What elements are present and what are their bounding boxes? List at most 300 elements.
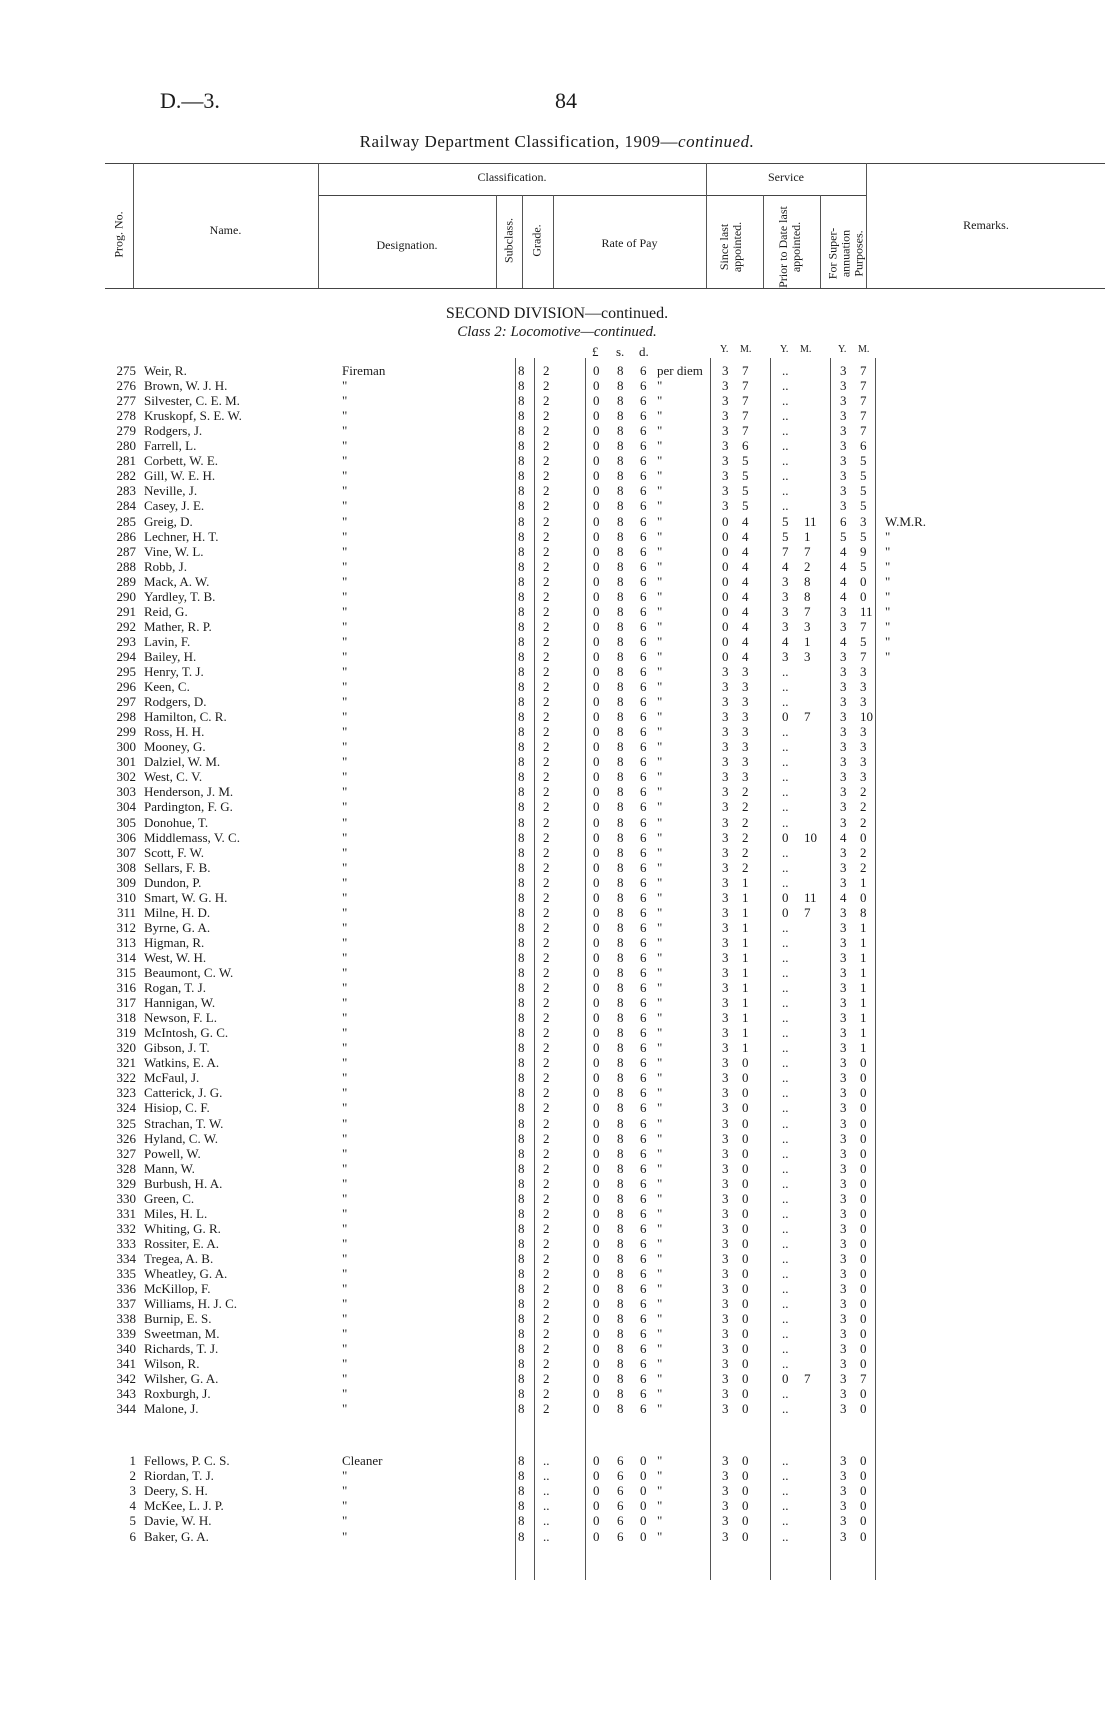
- since-months: 0: [742, 1371, 749, 1387]
- pay-pounds: 0: [593, 1498, 600, 1514]
- pay-shillings: 8: [617, 980, 624, 996]
- prog-number: 310: [116, 889, 136, 905]
- pay-pounds: 0: [593, 754, 600, 770]
- pay-pounds: 0: [593, 679, 600, 695]
- super-years: 3: [840, 498, 847, 514]
- pay-pence: 6: [640, 1025, 647, 1041]
- prior-years: ..: [782, 1326, 789, 1342]
- employee-name: Donohue, T.: [144, 814, 209, 830]
- super-months: 3: [860, 769, 867, 785]
- pay-pence: 0: [640, 1468, 647, 1484]
- since-years: 3: [722, 709, 729, 725]
- super-years: 3: [840, 438, 847, 454]
- employee-name: McKee, L. J. P.: [144, 1498, 224, 1514]
- employee-name: Strachan, T. W.: [144, 1115, 224, 1131]
- pay-pence: 6: [640, 1386, 647, 1402]
- pay-pence: 6: [640, 859, 647, 875]
- header-prog-no: Prog. No.: [111, 211, 126, 258]
- super-months: 0: [860, 1266, 867, 1281]
- prior-years: ..: [782, 694, 789, 710]
- super-months: 11: [860, 603, 873, 619]
- header-top-rule: [105, 163, 1105, 164]
- employee-name: Pardington, F. G.: [144, 799, 233, 815]
- super-years: 6: [840, 513, 847, 529]
- pay-pounds: 0: [593, 1235, 600, 1251]
- super-months: 0: [860, 1205, 867, 1221]
- super-years: 3: [840, 483, 847, 499]
- designation: ": [342, 1100, 348, 1116]
- super-years: 3: [840, 1175, 847, 1191]
- super-months: 3: [860, 694, 867, 710]
- pay-period: ": [657, 1145, 663, 1161]
- table-row: [0, 1326, 1114, 1341]
- since-years: 3: [722, 1115, 729, 1131]
- subclass: 8: [518, 453, 525, 469]
- subclass: 8: [518, 1220, 525, 1236]
- since-months: 0: [742, 1235, 749, 1251]
- designation: ": [342, 1483, 348, 1499]
- subclass: 8: [518, 558, 525, 574]
- employee-name: Ross, H. H.: [144, 724, 205, 740]
- prior-years: ..: [782, 1513, 789, 1529]
- super-months: 0: [860, 1250, 867, 1266]
- subclass: 8: [518, 1040, 525, 1056]
- prior-years: ..: [782, 1055, 789, 1071]
- remarks: ": [885, 558, 891, 574]
- grade: 2: [543, 648, 550, 664]
- employee-name: Vine, W. L.: [144, 543, 204, 559]
- pay-period: ": [657, 558, 663, 574]
- table-row: [0, 1010, 1114, 1025]
- grade: 2: [543, 859, 550, 875]
- since-months: 0: [742, 1055, 749, 1071]
- since-months: 0: [742, 1130, 749, 1146]
- pay-period: ": [657, 573, 663, 589]
- super-months: 5: [860, 468, 867, 484]
- pay-pounds: 0: [593, 513, 600, 529]
- header-divider: [496, 195, 497, 288]
- header-subclass: Subclass.: [501, 218, 516, 263]
- since-months: 7: [742, 378, 749, 394]
- pay-pounds: 0: [593, 1190, 600, 1206]
- prior-months: 2: [804, 558, 811, 574]
- pay-pounds: 0: [593, 423, 600, 439]
- pay-pence: 6: [640, 423, 647, 439]
- prior-months: 7: [804, 543, 811, 559]
- since-months: 3: [742, 679, 749, 695]
- prog-number: 288: [116, 558, 136, 574]
- since-years: 3: [722, 1483, 729, 1499]
- pay-pence: 6: [640, 438, 647, 454]
- pay-pounds: 0: [593, 393, 600, 409]
- prog-number: 300: [116, 739, 136, 755]
- pay-shillings: 8: [617, 468, 624, 484]
- super-months: 9: [860, 543, 867, 559]
- header-sub-rule: [318, 195, 866, 196]
- subclass: 8: [518, 1130, 525, 1146]
- pay-shillings: 8: [617, 1281, 624, 1297]
- since-months: 1: [742, 1025, 749, 1041]
- table-row: [0, 1025, 1114, 1040]
- super-months: 1: [860, 1025, 867, 1041]
- table-row: [0, 1401, 1114, 1416]
- subclass: 8: [518, 1311, 525, 1327]
- since-years: 3: [722, 1220, 729, 1236]
- subclass: 8: [518, 1160, 525, 1176]
- since-years: 3: [722, 1326, 729, 1342]
- grade: ..: [543, 1468, 550, 1484]
- prog-number: 338: [116, 1311, 136, 1327]
- pay-shillings: 8: [617, 874, 624, 890]
- subclass: 8: [518, 724, 525, 740]
- since-years: 3: [722, 1160, 729, 1176]
- pay-pence: 6: [640, 1326, 647, 1342]
- super-months: 0: [860, 1220, 867, 1236]
- pay-pounds: 0: [593, 1483, 600, 1499]
- prog-number: 330: [116, 1190, 136, 1206]
- grade: 2: [543, 408, 550, 424]
- prog-number: 315: [116, 965, 136, 980]
- since-years: 3: [722, 1401, 729, 1417]
- since-years: 3: [722, 1010, 729, 1026]
- pay-period: ": [657, 378, 663, 394]
- table-row: [0, 468, 1114, 483]
- header-prior-to-date: Prior to Date last appointed.: [776, 206, 803, 288]
- pay-pounds: 0: [593, 1205, 600, 1221]
- pay-pounds: 0: [593, 1115, 600, 1131]
- designation: ": [342, 1326, 348, 1342]
- super-months: 0: [860, 1070, 867, 1086]
- pay-period: ": [657, 1513, 663, 1529]
- since-months: 2: [742, 859, 749, 875]
- pay-shillings: 8: [617, 438, 624, 454]
- pay-pence: 6: [640, 558, 647, 574]
- prog-number: 314: [116, 949, 136, 965]
- super-years: 4: [840, 543, 847, 559]
- subclass: 8: [518, 1100, 525, 1116]
- pay-pounds: 0: [593, 1040, 600, 1056]
- pay-pence: 6: [640, 1085, 647, 1101]
- super-months: 0: [860, 573, 867, 589]
- super-months: 2: [860, 859, 867, 875]
- super-months: 3: [860, 724, 867, 740]
- prior-years: 4: [782, 633, 789, 649]
- designation: ": [342, 1070, 348, 1086]
- table-row: [0, 589, 1114, 604]
- pay-pounds: 0: [593, 483, 600, 499]
- header-rate-of-pay: Rate of Pay: [601, 236, 658, 250]
- super-months: 0: [860, 829, 867, 845]
- since-months: 3: [742, 664, 749, 679]
- super-years: 3: [840, 965, 847, 980]
- employee-name: Yardley, T. B.: [144, 588, 216, 604]
- prior-years: ..: [782, 769, 789, 785]
- table-row: [0, 1131, 1114, 1146]
- subclass: 8: [518, 1326, 525, 1342]
- pay-period: ": [657, 1160, 663, 1176]
- employee-name: Hisiop, C. F.: [144, 1100, 210, 1116]
- prior-years: ..: [782, 1070, 789, 1086]
- designation: ": [342, 618, 348, 634]
- grade: 2: [543, 889, 550, 905]
- subclass: 8: [518, 468, 525, 484]
- employee-name: Byrne, G. A.: [144, 919, 211, 935]
- pay-shillings: 8: [617, 919, 624, 935]
- since-years: 3: [722, 1175, 729, 1191]
- prog-number: 334: [116, 1250, 136, 1266]
- since-months: 0: [742, 1296, 749, 1312]
- table-row: [0, 378, 1114, 393]
- pay-period: ": [657, 1296, 663, 1312]
- since-months: 0: [742, 1266, 749, 1281]
- table-row: [0, 363, 1114, 378]
- table-row: [0, 1453, 1114, 1468]
- prior-years: 0: [782, 1371, 789, 1387]
- since-months: 1: [742, 995, 749, 1011]
- since-years: 3: [722, 844, 729, 860]
- employee-name: Malone, J.: [144, 1401, 199, 1417]
- prior-years: ..: [782, 1190, 789, 1206]
- table-row: [0, 483, 1114, 498]
- super-months: 3: [860, 679, 867, 695]
- pay-shillings: 8: [617, 1326, 624, 1342]
- pay-pounds: 0: [593, 618, 600, 634]
- super-months: 0: [860, 1130, 867, 1146]
- since-months: 0: [742, 1145, 749, 1161]
- pay-pounds: 0: [593, 453, 600, 469]
- pay-period: ": [657, 408, 663, 424]
- pay-pence: 0: [640, 1483, 647, 1499]
- pay-pounds: 0: [593, 814, 600, 830]
- employee-name: Scott, F. W.: [144, 844, 205, 860]
- super-years: 4: [840, 573, 847, 589]
- since-years: 3: [722, 754, 729, 770]
- table-row: [0, 1311, 1114, 1326]
- super-years: 3: [840, 1498, 847, 1514]
- employee-name: McIntosh, G. C.: [144, 1025, 229, 1041]
- pay-pence: 6: [640, 618, 647, 634]
- pay-shillings: 8: [617, 889, 624, 905]
- since-years: 3: [722, 1055, 729, 1071]
- table-row: [0, 1468, 1114, 1483]
- prog-number: 293: [116, 633, 136, 649]
- pay-pounds: 0: [593, 949, 600, 965]
- pay-period: ": [657, 874, 663, 890]
- pay-shillings: 8: [617, 633, 624, 649]
- pay-period: ": [657, 498, 663, 514]
- super-months: 1: [860, 995, 867, 1011]
- prior-years: ..: [782, 1341, 789, 1357]
- pay-period: ": [657, 1175, 663, 1191]
- pay-pence: 6: [640, 453, 647, 469]
- header-grade: Grade.: [529, 224, 544, 257]
- pay-pounds: 0: [593, 1296, 600, 1312]
- grade: 2: [543, 1115, 550, 1131]
- prog-number: 323: [116, 1085, 136, 1101]
- prior-years: ..: [782, 1250, 789, 1266]
- since-years: 0: [722, 603, 729, 619]
- grade: 2: [543, 1220, 550, 1236]
- designation: ": [342, 1266, 348, 1281]
- designation: ": [342, 769, 348, 785]
- since-months: 3: [742, 754, 749, 770]
- super-years: 4: [840, 889, 847, 905]
- prog-number: 302: [116, 769, 136, 785]
- grade: 2: [543, 844, 550, 860]
- subclass: 8: [518, 1401, 525, 1417]
- prog-number: 327: [116, 1145, 136, 1161]
- prior-years: ..: [782, 1100, 789, 1116]
- super-months: 0: [860, 1528, 867, 1544]
- designation: ": [342, 633, 348, 649]
- pay-shillings: 8: [617, 949, 624, 965]
- designation: ": [342, 1160, 348, 1176]
- subclass: 8: [518, 814, 525, 830]
- prior-years: 5: [782, 528, 789, 544]
- pay-pounds: 0: [593, 1070, 600, 1086]
- pay-period: ": [657, 1010, 663, 1026]
- super-months: 7: [860, 423, 867, 439]
- since-years: 3: [722, 1145, 729, 1161]
- since-years: 3: [722, 829, 729, 845]
- pay-pounds: 0: [593, 558, 600, 574]
- unit-super-months: M.: [858, 344, 870, 355]
- prior-years: ..: [782, 1453, 789, 1468]
- designation: ": [342, 844, 348, 860]
- pay-pence: 6: [640, 1235, 647, 1251]
- pay-pounds: 0: [593, 934, 600, 950]
- since-years: 3: [722, 1190, 729, 1206]
- subclass: 8: [518, 934, 525, 950]
- super-years: 3: [840, 1025, 847, 1041]
- designation: ": [342, 1235, 348, 1251]
- prog-number: 298: [116, 709, 136, 725]
- super-months: 0: [860, 1145, 867, 1161]
- table-row: [0, 965, 1114, 980]
- grade: 2: [543, 709, 550, 725]
- pay-shillings: 8: [617, 1296, 624, 1312]
- super-years: 3: [840, 1513, 847, 1529]
- super-years: 3: [840, 844, 847, 860]
- pay-shillings: 8: [617, 1040, 624, 1056]
- grade: 2: [543, 468, 550, 484]
- pay-pounds: 0: [593, 1311, 600, 1327]
- grade: 2: [543, 1175, 550, 1191]
- since-months: 4: [742, 618, 749, 634]
- subclass: 8: [518, 709, 525, 725]
- since-months: 1: [742, 980, 749, 996]
- since-months: 1: [742, 904, 749, 920]
- pay-pence: 6: [640, 889, 647, 905]
- employee-name: Dalziel, W. M.: [144, 754, 221, 770]
- table-row: [0, 664, 1114, 679]
- employee-name: Wilsher, G. A.: [144, 1371, 219, 1387]
- since-years: 3: [722, 1025, 729, 1041]
- super-years: 3: [840, 1296, 847, 1312]
- super-months: 0: [860, 1453, 867, 1468]
- prior-years: ..: [782, 664, 789, 679]
- pay-pounds: 0: [593, 904, 600, 920]
- table-row: [0, 1266, 1114, 1281]
- since-years: 3: [722, 1296, 729, 1312]
- table-row: [0, 1356, 1114, 1371]
- prog-number: 3: [129, 1483, 136, 1499]
- prior-years: ..: [782, 1498, 789, 1514]
- unit-pence: d.: [639, 344, 649, 359]
- super-years: 3: [840, 739, 847, 755]
- subclass: 8: [518, 408, 525, 424]
- pay-shillings: 8: [617, 603, 624, 619]
- pay-shillings: 8: [617, 423, 624, 439]
- prior-years: ..: [782, 1483, 789, 1499]
- pay-pence: 6: [640, 603, 647, 619]
- super-years: 3: [840, 859, 847, 875]
- subclass: 8: [518, 603, 525, 619]
- table-row: [0, 935, 1114, 950]
- since-years: 3: [722, 378, 729, 394]
- grade: 2: [543, 1386, 550, 1402]
- since-years: 3: [722, 1250, 729, 1266]
- pay-pounds: 0: [593, 363, 600, 378]
- employee-name: Roxburgh, J.: [144, 1386, 211, 1402]
- subclass: 8: [518, 573, 525, 589]
- employee-name: McFaul, J.: [144, 1070, 200, 1086]
- designation: ": [342, 739, 348, 755]
- super-years: 3: [840, 1386, 847, 1402]
- unit-since-years: Y.: [720, 344, 729, 355]
- pay-shillings: 8: [617, 784, 624, 800]
- since-months: 0: [742, 1356, 749, 1372]
- super-years: 3: [840, 784, 847, 800]
- remarks: ": [885, 603, 891, 619]
- subclass: 8: [518, 483, 525, 499]
- subclass: 8: [518, 1498, 525, 1514]
- super-months: 3: [860, 739, 867, 755]
- super-months: 3: [860, 513, 867, 529]
- since-months: 5: [742, 468, 749, 484]
- since-months: 0: [742, 1281, 749, 1297]
- designation: ": [342, 694, 348, 710]
- pay-shillings: 8: [617, 1175, 624, 1191]
- pay-pence: 6: [640, 1220, 647, 1236]
- prior-months: 3: [804, 648, 811, 664]
- super-months: 2: [860, 844, 867, 860]
- since-years: 0: [722, 648, 729, 664]
- pay-shillings: 8: [617, 844, 624, 860]
- super-months: 0: [860, 1190, 867, 1206]
- designation: ": [342, 874, 348, 890]
- prog-number: 320: [116, 1040, 136, 1056]
- since-years: 3: [722, 724, 729, 740]
- pay-period: ": [657, 1266, 663, 1281]
- pay-shillings: 8: [617, 859, 624, 875]
- since-months: 1: [742, 934, 749, 950]
- prog-number: 342: [116, 1371, 136, 1387]
- subclass: 8: [518, 528, 525, 544]
- super-years: 3: [840, 1130, 847, 1146]
- subclass: 8: [518, 423, 525, 439]
- pay-period: ": [657, 1281, 663, 1297]
- table-row: [0, 724, 1114, 739]
- prior-years: ..: [782, 483, 789, 499]
- prior-years: ..: [782, 1386, 789, 1402]
- table-row: [0, 980, 1114, 995]
- pay-pence: 6: [640, 664, 647, 679]
- pay-pence: 6: [640, 995, 647, 1011]
- since-months: 0: [742, 1190, 749, 1206]
- unit-since-months: M.: [740, 344, 752, 355]
- pay-period: ": [657, 934, 663, 950]
